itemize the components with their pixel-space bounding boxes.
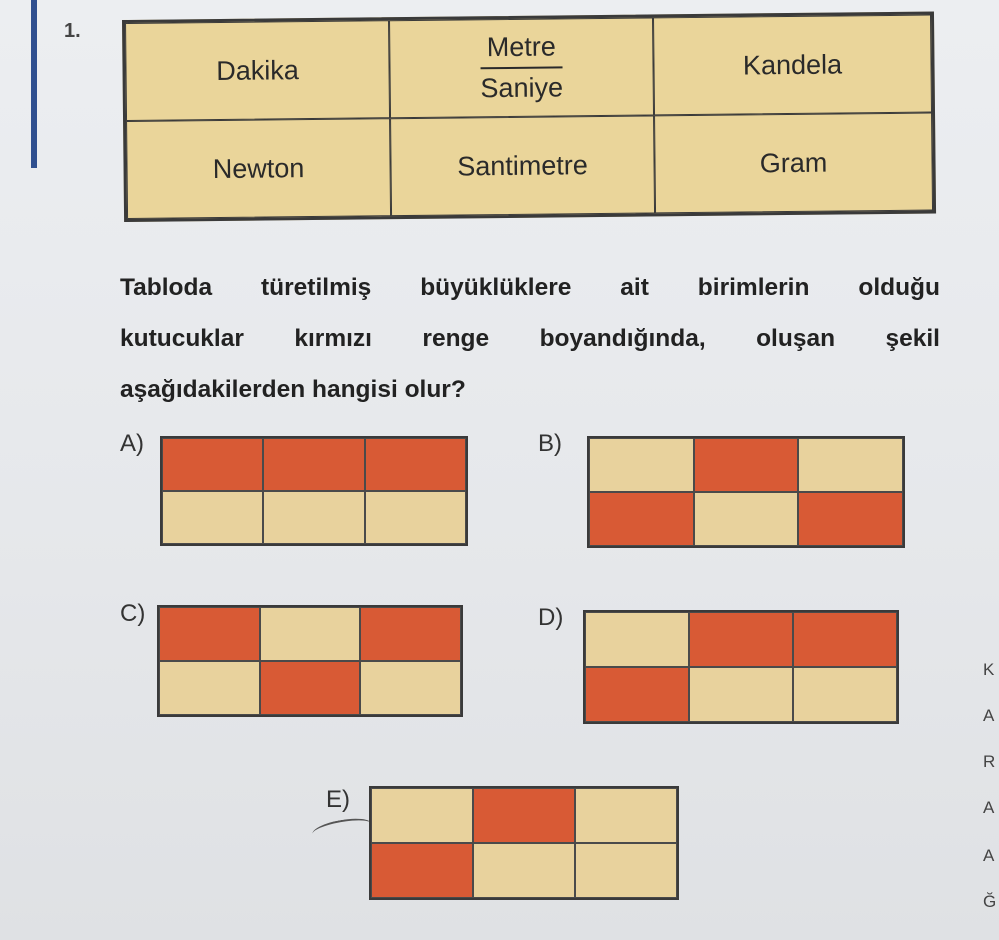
question-text <box>120 262 940 415</box>
option-c-cell-cream <box>360 661 461 715</box>
option-b-cell-cream <box>798 438 903 492</box>
option-b-cell-red <box>694 438 799 492</box>
side-letter: A <box>983 706 995 725</box>
option-d-cell-red <box>689 612 793 667</box>
option-d-cell-red <box>793 612 897 667</box>
option-e-cell-cream <box>371 788 473 843</box>
option-b-cell-red <box>589 492 694 546</box>
fraction-numerator: Metre <box>481 31 562 69</box>
option-d-label[interactable]: D) <box>538 604 564 631</box>
option-d-cell-cream <box>689 667 793 722</box>
fraction <box>480 31 563 104</box>
option-a-cell-red <box>162 438 263 491</box>
option-c-cell-red <box>360 607 461 661</box>
fraction-denominator: Saniye <box>480 72 564 104</box>
option-a-cell-cream <box>162 491 263 544</box>
option-e-label[interactable]: E) <box>326 786 350 813</box>
option-b-label[interactable]: B) <box>538 430 562 457</box>
option-e-cell-red <box>371 843 473 898</box>
cell-gram: Gram <box>654 113 933 214</box>
option-c-label[interactable]: C) <box>120 600 146 627</box>
option-a-label[interactable]: A) <box>120 430 144 457</box>
cell-newton: Newton <box>126 118 391 219</box>
option-b-cell-red <box>798 492 903 546</box>
option-a-cell-cream <box>365 491 466 544</box>
option-a-cell-cream <box>263 491 364 544</box>
cell-kandela: Kandela <box>653 15 932 116</box>
side-letter: A <box>983 798 995 817</box>
option-a-cell-red <box>263 438 364 491</box>
option-d-cell-red <box>585 667 689 722</box>
option-e-cell-red <box>473 788 575 843</box>
side-letter: A <box>983 846 995 865</box>
question-line-2: kutucuklar kırmızı renge boyandığında, oluşan şekil <box>120 325 940 352</box>
pen-mark <box>311 815 373 843</box>
side-letter: R <box>983 752 996 771</box>
option-c-grid[interactable] <box>157 605 463 717</box>
option-b-cell-cream <box>589 438 694 492</box>
cell-santimetre: Santimetre <box>390 115 655 216</box>
option-b-cell-cream <box>694 492 799 546</box>
option-c-cell-red <box>159 607 260 661</box>
cell-metre-saniye <box>389 17 654 118</box>
option-e-cell-cream <box>473 843 575 898</box>
side-letter: Ğ <box>983 892 997 911</box>
unit-table <box>122 11 936 221</box>
option-c-cell-cream <box>159 661 260 715</box>
option-c-cell-cream <box>260 607 361 661</box>
option-d-cell-cream <box>793 667 897 722</box>
question-line-3: aşağıdakilerden hangisi olur? <box>120 376 466 403</box>
option-b-grid[interactable] <box>587 436 905 548</box>
option-d-cell-cream <box>585 612 689 667</box>
side-letter: K <box>983 660 995 679</box>
option-d-grid[interactable] <box>583 610 899 724</box>
option-e-cell-cream <box>575 843 677 898</box>
cell-dakika: Dakika <box>125 20 390 121</box>
option-a-cell-red <box>365 438 466 491</box>
question-number: 1. <box>64 20 81 42</box>
margin-bar <box>31 0 37 168</box>
option-e-grid[interactable] <box>369 786 679 900</box>
option-e-cell-cream <box>575 788 677 843</box>
option-a-grid[interactable] <box>160 436 468 546</box>
option-c-cell-red <box>260 661 361 715</box>
question-line-1: Tabloda türetilmiş büyüklüklere ait birimlerin olduğu <box>120 274 940 301</box>
